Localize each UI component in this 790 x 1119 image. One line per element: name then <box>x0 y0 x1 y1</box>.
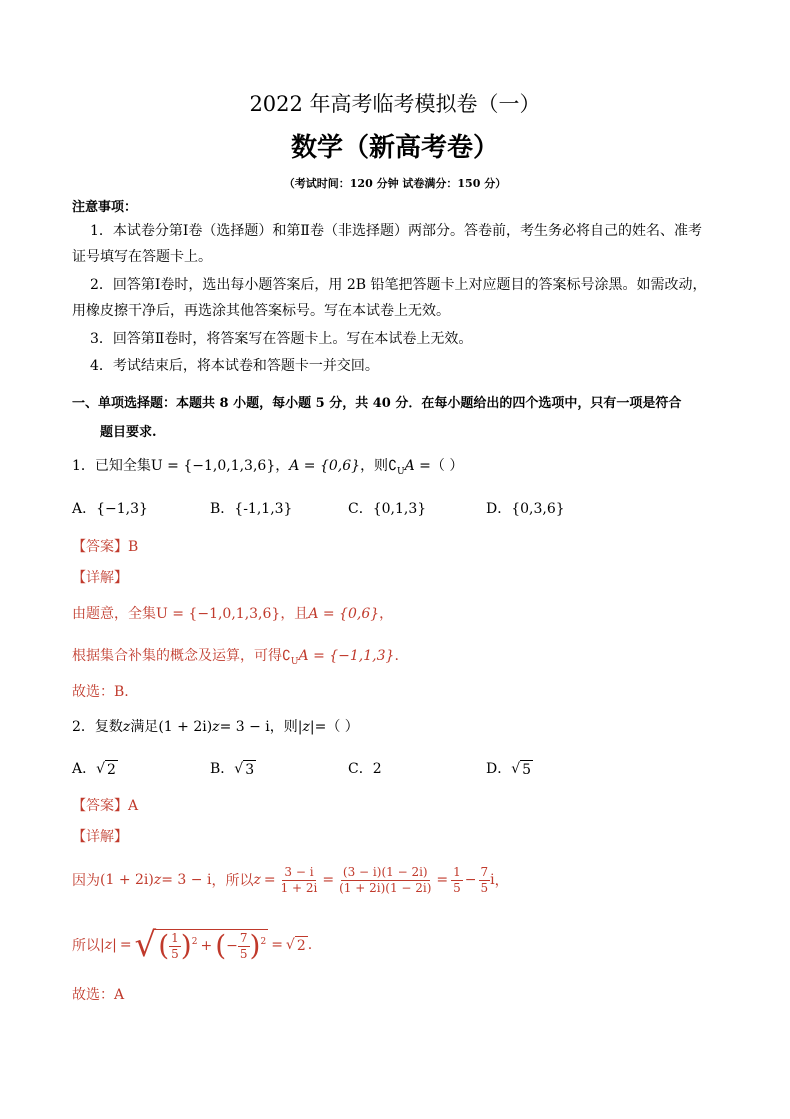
q2-choose: 故选：A <box>72 987 125 1003</box>
section-heading-line-1: 一、单项选择题：本题共 8 小题，每小题 5 分，共 40 分．在每小题给出的四个选项中，只有一项是符合 <box>72 396 682 411</box>
q2-option-c: C．2 <box>348 761 382 777</box>
sqrt-symbol: √ 3 <box>234 761 255 778</box>
q1-choose: 故选：B. <box>72 684 129 700</box>
exam-title: 2022 年高考临考模拟卷（一） <box>249 92 541 116</box>
sqrt-symbol: √ ( $\frac{1}{5}$ ) 2 + ( − $\frac{7}{5}$ ) 2 <box>134 925 267 965</box>
q2-explanation-line-1: 因为 (1 + 2i) z = 3 − i ，所以 z = $\frac{3 - i}{1 + 2i}$ = $\frac{(3 - i)(1 - 2i)}{(1 + 2i)(1 - 2i)}$ = $\frac{1}{5}$ − $\frac{7}{5}$ i ， <box>72 864 509 895</box>
fraction: $\frac{7}{5}$ <box>480 864 489 895</box>
q2-answer: 【答案】A <box>72 798 139 814</box>
complement-symbol: ∁ <box>388 458 397 474</box>
fraction: $\frac{(3 - i)(1 - 2i)}{(1 + 2i)(1 - 2i)}$ <box>339 864 432 895</box>
notes-item-4: 4．考试结束后，将本试卷和答题卡一并交回。 <box>90 358 379 374</box>
q1-option-d: D．{0,3,6} <box>486 501 565 517</box>
q1-option-b: B．{-1,1,3} <box>210 501 293 517</box>
fraction: $\frac{1}{5}$ <box>453 864 461 895</box>
q1-answer: 【答案】B <box>72 539 139 555</box>
question-1-stem: 1．已知全集U = {−1,0,1,3,6}，A = {0,6}，则$∁_UA$ =（ ） <box>72 458 464 477</box>
q2-option-b: B．√ 3 <box>210 761 255 778</box>
q1-explanation-line-1: 由题意，全集U = {−1,0,1,3,6}，且A = {0,6}， <box>72 606 394 622</box>
notes-heading: 注意事项： <box>72 200 138 215</box>
q1-detail-label: 【详解】 <box>72 570 128 586</box>
notes-item-2-line-1: 2．回答第Ⅰ卷时，选出每小题答案后，用 2B 铅笔把答题卡上对应题目的答案标号涂黑。如需改动， <box>90 277 707 293</box>
notes-item-2-line-2: 用橡皮擦干净后，再选涂其他答案标号。写在本试卷上无效。 <box>72 303 450 319</box>
notes-item-1-line-2: 证号填写在答题卡上。 <box>72 249 212 265</box>
section-heading-line-2: 题目要求. <box>100 425 157 440</box>
notes-item-3: 3．回答第Ⅱ卷时，将答案写在答题卡上。写在本试卷上无效。 <box>90 331 473 347</box>
q1-option-a: A．{−1,3} <box>72 501 148 517</box>
fraction: $\frac{1}{5}$ <box>171 930 179 961</box>
q2-option-d: D．√ 5 <box>486 761 532 778</box>
q2-explanation-line-2: 所以 |z| = √ ( $\frac{1}{5}$ ) 2 + ( − $\frac{7}{5}$ ) 2 = √ 2 . <box>72 925 313 965</box>
q1-explanation-line-2: 根据集合补集的概念及运算，可得$∁_UA = \{-1,1,3\}$. <box>72 648 399 667</box>
sqrt-symbol: √ 2 <box>96 761 116 778</box>
set-u: U = {−1,0,1,3,6} <box>150 458 276 474</box>
fraction: $\frac{3 - i}{1 + 2i}$ <box>280 864 318 895</box>
set-a: A = {0,6} <box>289 458 361 474</box>
q2-option-a: A．√ 2 <box>72 761 116 778</box>
exam-info: （考试时间：120 分钟 试卷满分：150 分） <box>283 177 507 190</box>
sqrt-symbol: √ 2 <box>285 937 306 954</box>
question-2-stem: 2．复数z满足(1 + 2i)z= 3 − i，则|z|=（ ） <box>72 719 359 735</box>
notes-item-1-line-1: 1．本试卷分第Ⅰ卷（选择题）和第Ⅱ卷（非选择题）两部分。答卷前，考生务必将自己的姓名、准考 <box>90 223 702 239</box>
q1-option-c: C．{0,1,3} <box>348 501 427 517</box>
exam-subtitle: 数学（新高考卷） <box>290 133 499 163</box>
q2-detail-label: 【详解】 <box>72 829 128 845</box>
sqrt-symbol: √ 5 <box>511 761 532 778</box>
fraction: $\frac{7}{5}$ <box>239 930 248 961</box>
